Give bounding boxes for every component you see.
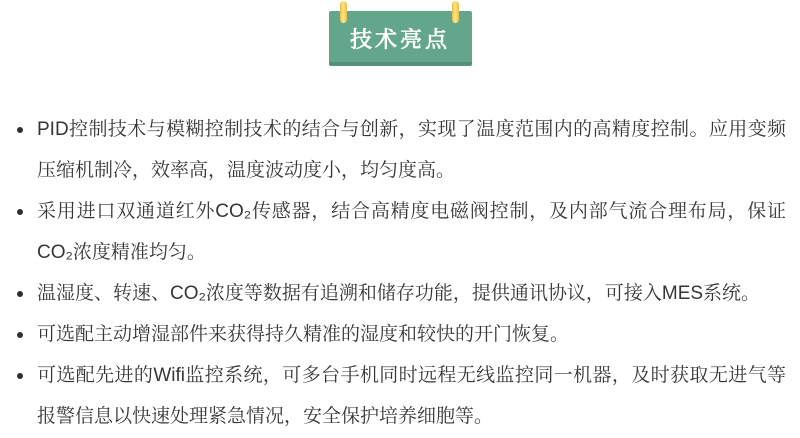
- list-item: [0, 355, 786, 437]
- section-banner: [329, 11, 472, 66]
- list-item-text: 可选配先进的Wifi监控系统，可多台手机同时远程无线监控同一机器，及时获取无进气等报警信息以快速处理紧急情况，安全保护培养细胞等。: [37, 365, 786, 427]
- highlights-list: [0, 109, 790, 437]
- pin-icon: [340, 1, 347, 23]
- pin-icon: [452, 1, 459, 23]
- list-item-text: 温湿度、转速、CO₂浓度等数据有追溯和储存功能，提供通讯协议，可接入MES系统。: [37, 283, 761, 304]
- list-item: [0, 191, 786, 273]
- list-item-text: 采用进口双通道红外CO₂传感器，结合高精度电磁阀控制，及内部气流合理布局，保证CO₂浓度精准均匀。: [37, 201, 786, 263]
- list-item: [0, 109, 786, 191]
- section-title: 技术亮点: [329, 11, 472, 66]
- list-item-text: PID控制技术与模糊控制技术的结合与创新，实现了温度范围内的高精度控制。应用变频压缩机制冷，效率高，温度波动度小，均匀度高。: [37, 119, 786, 181]
- list-item: [0, 314, 786, 355]
- list-item-text: 可选配主动增湿部件来获得持久精准的湿度和较快的开门恢复。: [37, 324, 570, 345]
- list-item: [0, 273, 786, 314]
